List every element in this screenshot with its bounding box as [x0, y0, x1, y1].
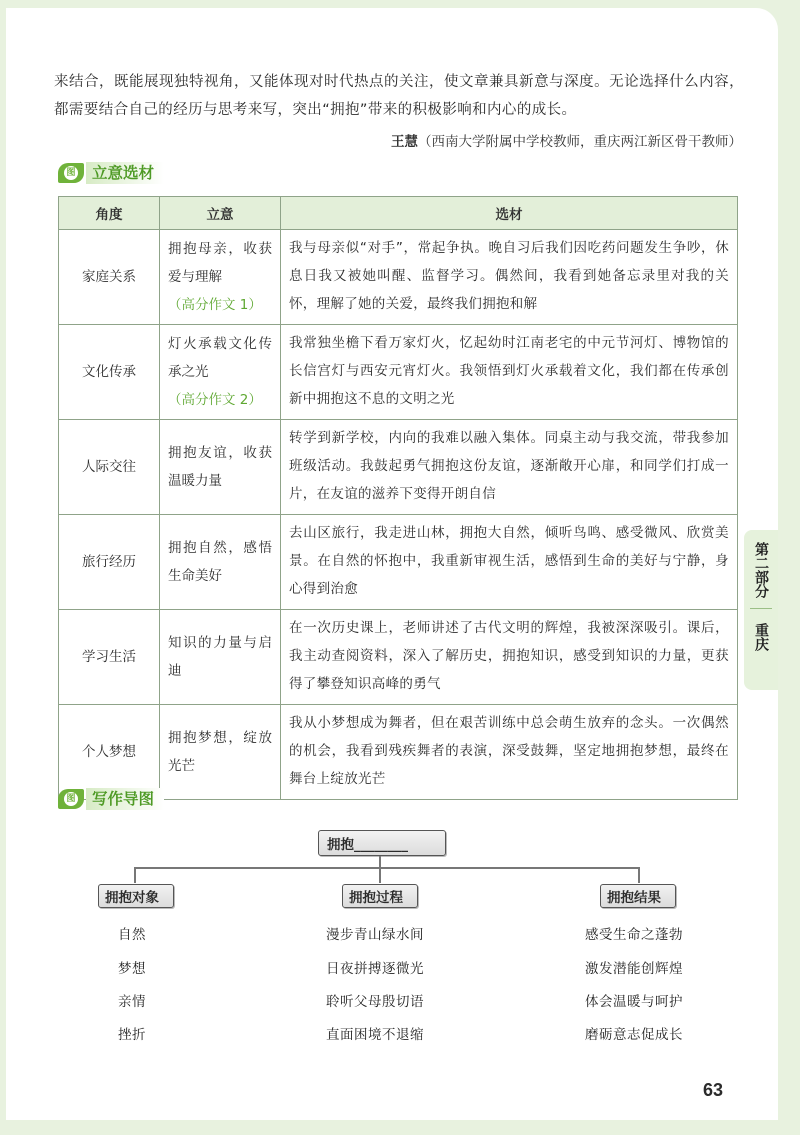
cell-angle: 学习生活	[59, 610, 160, 705]
list-item: 亲情	[118, 994, 146, 1010]
cell-idea: 知识的力量与启迪	[160, 610, 281, 705]
cell-material: 在一次历史课上，老师讲述了古代文明的辉煌，我被深深吸引。课后，我主动查阅资料，深入了解历史，拥抱知识，感受到知识的力量，更获得了攀登知识高峰的勇气	[281, 610, 738, 705]
table-row	[59, 515, 738, 610]
cell-angle: 家庭关系	[59, 230, 160, 325]
list-item: 自然	[118, 927, 146, 943]
table-row	[59, 705, 738, 800]
cell-material: 我常独坐檐下看万家灯火，忆起幼时江南老宅的中元节河灯、博物馆的长信宫灯与西安元宵灯火。我领悟到灯火承载着文化，我们都在传承创新中拥抱这不息的文明之光	[281, 325, 738, 420]
cell-material: 我从小梦想成为舞者，但在艰苦训练中总会萌生放弃的念头。一次偶然的机会，我看到残疾舞者的表演，深受鼓舞，坚定地拥抱梦想，最终在舞台上绽放光芒	[281, 705, 738, 800]
list-item: 梦想	[118, 961, 146, 977]
list-item: 磨砺意志促成长	[585, 1027, 683, 1043]
list-item: 日夜拼搏逐微光	[326, 961, 424, 977]
section-header-mindmap	[58, 788, 164, 810]
connector	[638, 867, 640, 883]
side-tab-divider	[750, 608, 772, 609]
connector	[379, 867, 381, 883]
section-title: 立意选材	[86, 162, 164, 184]
list-item: 挫折	[118, 1027, 146, 1043]
section-header-topics	[58, 162, 164, 184]
intro-paragraph	[54, 68, 744, 124]
list-item: 聆听父母殷切语	[326, 994, 424, 1010]
author-note: （西南大学附属中学校教师，重庆两江新区骨干教师）	[418, 134, 742, 150]
essay-tag: （高分作文 1）	[168, 297, 262, 313]
cell-material: 转学到新学校，内向的我难以融入集体。同桌主动与我交流，带我参加班级活动。我鼓起勇气拥抱这份友谊，逐渐敞开心扉，和同学们打成一片，在友谊的滋养下变得开朗自信	[281, 420, 738, 515]
section-icon: 图	[58, 163, 84, 183]
cell-idea: 拥抱梦想，绽放光芒	[160, 705, 281, 800]
table-row	[59, 230, 738, 325]
mindmap-branch-result: 拥抱结果	[600, 884, 676, 908]
list-item: 激发潜能创辉煌	[585, 961, 683, 977]
list-item: 漫步青山绿水间	[326, 927, 424, 943]
list-item: 直面困境不退缩	[326, 1027, 424, 1043]
cell-idea: 灯火承载文化传承之光 （高分作文 2）	[160, 325, 281, 420]
mindmap-branch-process: 拥抱过程	[342, 884, 418, 908]
header-angle: 角度	[59, 197, 160, 230]
table-row	[59, 610, 738, 705]
connector	[134, 867, 136, 883]
cell-material: 我与母亲似“对手”，常起争执。晚自习后我们因吃药问题发生争吵，休息日我又被她叫醒、监督学习。偶然间，我看到她备忘录里对我的关怀，理解了她的关爱，最终我们拥抱和解	[281, 230, 738, 325]
table-row	[59, 420, 738, 515]
cell-angle: 旅行经历	[59, 515, 160, 610]
essay-tag: （高分作文 2）	[168, 392, 262, 408]
author-name: 王慧	[391, 134, 418, 150]
list-item: 感受生命之蓬勃	[585, 927, 683, 943]
cell-angle: 个人梦想	[59, 705, 160, 800]
mindmap-branch-object: 拥抱对象	[98, 884, 174, 908]
cell-idea: 拥抱友谊，收获温暖力量	[160, 420, 281, 515]
cell-angle: 人际交往	[59, 420, 160, 515]
header-material: 选材	[281, 197, 738, 230]
side-tab	[744, 530, 778, 690]
section-icon: 图	[58, 789, 84, 809]
table-row	[59, 325, 738, 420]
mindmap-root: 拥抱________	[318, 830, 446, 856]
side-tab-city: 重庆	[753, 623, 769, 651]
connector	[134, 867, 638, 869]
header-idea: 立意	[160, 197, 281, 230]
intro-text: 来结合，既能展现独特视角，又能体现对时代热点的关注，使文章兼具新意与深度。无论选择什么内容，都需要结合自己的经历与思考来写，突出“拥抱”带来的积极影响和内心的成长。	[54, 74, 744, 118]
cell-idea: 拥抱自然，感悟生命美好	[160, 515, 281, 610]
cell-idea: 拥抱母亲，收获爱与理解 （高分作文 1）	[160, 230, 281, 325]
cell-material: 去山区旅行，我走进山林，拥抱大自然，倾听鸟鸣、感受微风、欣赏美景。在自然的怀抱中，我重新审视生活，感悟到生命的美好与宁静，身心得到治愈	[281, 515, 738, 610]
page-number: 63	[703, 1080, 724, 1100]
topic-table	[58, 196, 738, 800]
side-tab-part: 第二部分	[753, 542, 769, 598]
author-signature	[391, 130, 742, 150]
list-item: 体会温暖与呵护	[585, 994, 683, 1010]
table-header-row	[59, 197, 738, 230]
cell-angle: 文化传承	[59, 325, 160, 420]
section-title: 写作导图	[86, 788, 164, 810]
